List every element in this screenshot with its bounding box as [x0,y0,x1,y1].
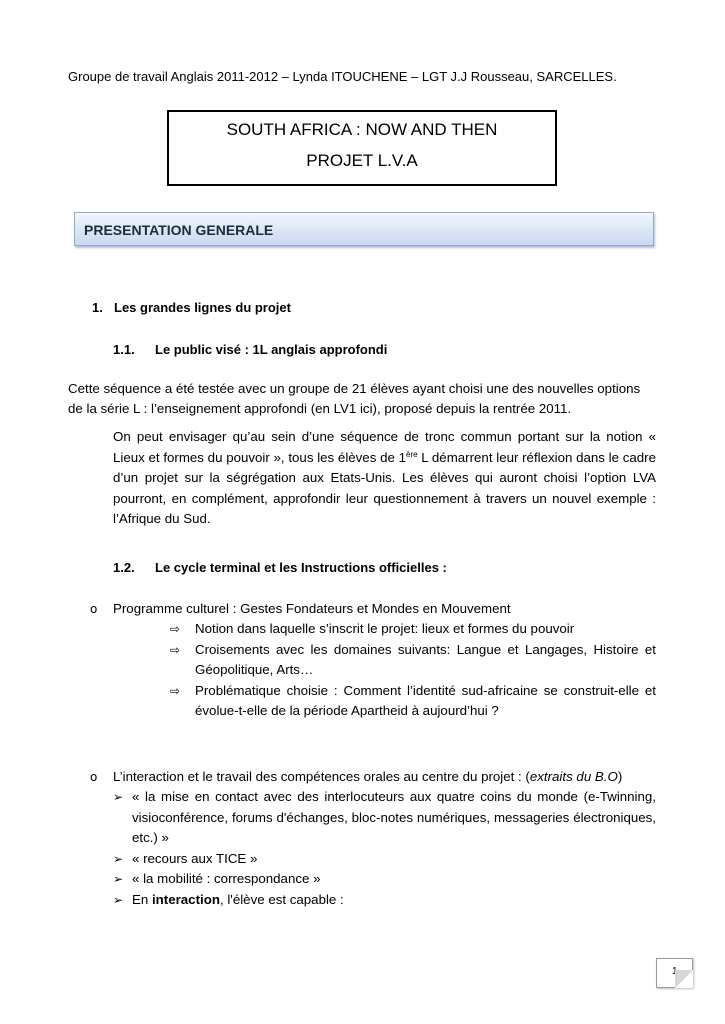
paragraph-notion-end: L démarrent leur réflexion dans le cadre d’un projet sur la ségrégation aux Etats-Unis. Les élèves qui auront choisi l’option LVA pourront, en complément, approfondir leur questionnement à travers un nouvel exemple : l’Afrique du Sud. [113,449,657,526]
paragraph-intro [68,379,658,419]
list-item-text: Problématique choisie : Comment l’identité sud-africaine se construit-elle et évolue-t-elle de la période Apartheid à aujourd’hui ? [195,682,656,718]
list-item-interaction-close: ) [617,769,623,784]
list-item-text: « recours aux TICE » [132,850,258,866]
arrow-right-icon: ⇨ [170,683,181,698]
page-header: Groupe de travail Anglais 2011-2012 – Lynda ITOUCHENE – LGT J.J Rousseau, SARCELLES. [68,69,617,84]
document-subtitle: PROJET L.V.A [306,151,418,170]
arrowhead-bullet-icon: ➢ [113,892,124,907]
section-banner [74,212,654,246]
heading-1-2 [113,558,447,578]
list-item [113,890,656,911]
document-title: SOUTH AFRICA : NOW AND THEN [226,120,498,139]
page-number: 1 [672,966,678,977]
paragraph-intro-line-1: Cette séquence a été testée avec un groupe de 21 élèves ayant choisi une des nouvelles options [68,381,641,396]
list-item-interaction-text: L’interaction et le travail des compétences orales au centre du projet : ( [113,769,530,784]
paragraph-intro-line-2: de la série L : l’enseignement approfondi (en LV1 ici), proposé depuis la rentrée 2011. [68,401,572,416]
arrowhead-bullet-icon: ➢ [113,872,124,886]
arrowhead-bullet-icon: ➢ [113,851,124,866]
heading-1-1 [113,340,387,360]
paragraph-notion [113,427,656,530]
list-item [170,619,656,640]
arrowhead-bullet-icon: ➢ [113,790,124,804]
heading-1-1-number: 1.1. [113,342,135,357]
list-item [170,640,656,681]
list-item-interaction-italic: extraits du B.O [529,769,618,784]
list-item-text-start: En [132,891,152,907]
arrow-list [170,619,656,722]
arrowhead-list [113,787,656,910]
list-item [113,869,656,890]
list-item [113,787,656,849]
list-item-programme [90,599,511,619]
heading-1-1-text: Le public visé : 1L anglais approfondi [155,342,388,357]
page-curl-icon [675,970,693,988]
list-item-text-end: , l'élève est capable : [219,891,344,907]
list-item-text-bold: interaction [151,891,220,907]
list-item-text: Notion dans laquelle s’inscrit le projet: lieux et formes du pouvoir [195,621,575,636]
list-item-text: « la mise en contact avec des interlocuteurs aux quatre coins du monde (e-Twinning, visioconférence, forums d'échanges, bloc-notes numériques, messageries électroniques, etc.) » [132,789,656,845]
page-number-box [656,958,693,988]
arrow-right-icon: ⇨ [170,642,181,657]
title-box [167,110,557,186]
list-item-interaction [90,767,622,787]
section-banner-label: PRESENTATION GENERALE [84,222,274,238]
circle-bullet-icon: o [90,602,98,616]
list-item-text: Croisements avec les domaines suivants: Langue et Langages, Histoire et Géopolitique, Arts… [195,641,656,677]
circle-bullet-icon: o [90,770,98,784]
heading-1-2-text: Le cycle terminal et les Instructions officielles : [155,560,447,575]
list-item [170,681,656,722]
heading-1-number: 1. [92,300,103,315]
paragraph-notion-start: On peut envisager qu’au sein d’une séquence de tronc commun portant sur la notion « Lieux et formes du pouvoir », tous les élèves de 1 [113,429,656,465]
arrow-right-icon: ⇨ [170,622,181,636]
heading-1-2-number: 1.2. [113,560,135,575]
list-item-text: « la mobilité : correspondance » [132,871,321,886]
list-item [113,849,656,870]
superscript-ere: ère [406,449,418,459]
heading-1 [92,298,291,318]
heading-1-text: Les grandes lignes du projet [114,300,291,315]
list-item-programme-text: Programme culturel : Gestes Fondateurs et Mondes en Mouvement [113,601,511,616]
